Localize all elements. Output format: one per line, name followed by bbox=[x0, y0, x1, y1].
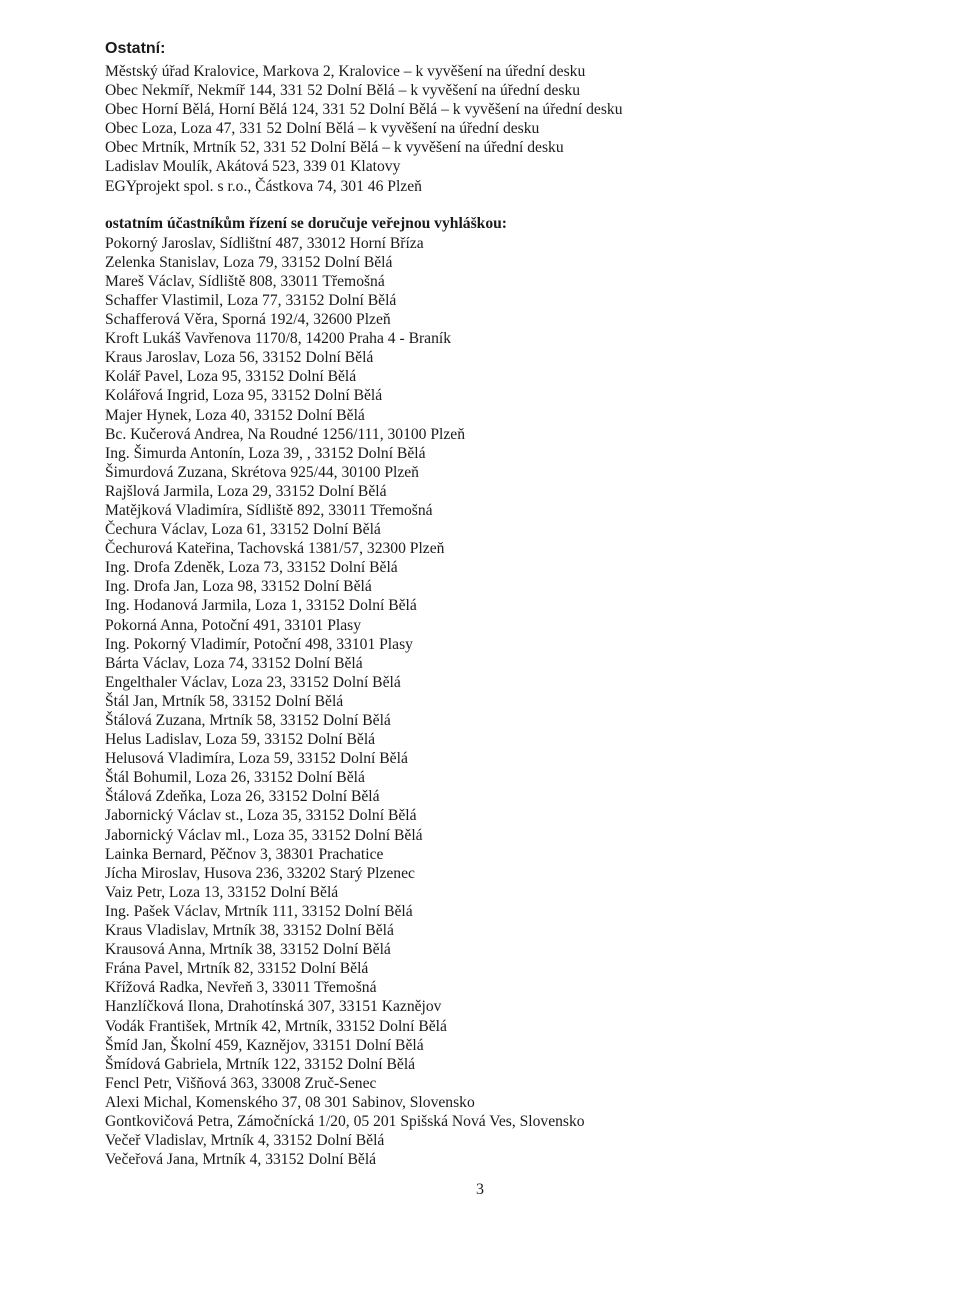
others-list bbox=[105, 62, 925, 196]
others-heading: Ostatní: bbox=[105, 40, 166, 57]
recipient-line: Obec Mrtník, Mrtník 52, 331 52 Dolní Bělá – k vyvěšení na úřední desku bbox=[105, 139, 564, 157]
participant-line: Ing. Hodanová Jarmila, Loza 1, 33152 Dolní Bělá bbox=[105, 597, 417, 615]
participant-line: Kraus Jaroslav, Loza 56, 33152 Dolní Bělá bbox=[105, 349, 374, 367]
recipient-line: Ladislav Moulík, Akátová 523, 339 01 Klatovy bbox=[105, 158, 401, 176]
document-page bbox=[105, 38, 925, 1169]
participant-line: Alexi Michal, Komenského 37, 08 301 Sabinov, Slovensko bbox=[105, 1093, 475, 1111]
participant-line: Štálová Zdeňka, Loza 26, 33152 Dolní Bělá bbox=[105, 788, 380, 806]
participant-line: Ing. Pokorný Vladimír, Potoční 498, 33101 Plasy bbox=[105, 635, 413, 653]
participant-line: Ing. Drofa Zdeněk, Loza 73, 33152 Dolní Bělá bbox=[105, 559, 398, 577]
page-number: 3 bbox=[476, 1181, 484, 1198]
participant-line: Šimurdová Zuzana, Skrétova 925/44, 30100 Plzeň bbox=[105, 463, 419, 481]
participant-line: Jabornický Václav st., Loza 35, 33152 Dolní Bělá bbox=[105, 807, 417, 825]
participant-line: Šmídová Gabriela, Mrtník 122, 33152 Dolní Bělá bbox=[105, 1055, 416, 1073]
participant-line: Štál Jan, Mrtník 58, 33152 Dolní Bělá bbox=[105, 692, 344, 710]
participant-line: Šmíd Jan, Školní 459, Kaznějov, 33151 Dolní Bělá bbox=[105, 1036, 424, 1054]
section-spacer bbox=[105, 196, 925, 213]
participant-line: Večeřová Jana, Mrtník 4, 33152 Dolní Bělá bbox=[105, 1151, 377, 1169]
participants-heading: ostatním účastníkům řízení se doručuje veřejnou vyhláškou: bbox=[105, 214, 507, 232]
recipient-line: Obec Nekmíř, Nekmíř 144, 331 52 Dolní Bělá – k vyvěšení na úřední desku bbox=[105, 82, 581, 100]
participant-line: Vodák František, Mrtník 42, Mrtník, 33152 Dolní Bělá bbox=[105, 1017, 447, 1035]
participant-line: Zelenka Stanislav, Loza 79, 33152 Dolní Bělá bbox=[105, 253, 393, 271]
participant-line: Štál Bohumil, Loza 26, 33152 Dolní Bělá bbox=[105, 769, 365, 787]
participant-line: Čechurová Kateřina, Tachovská 1381/57, 32300 Plzeň bbox=[105, 540, 445, 558]
participant-line: Rajšlová Jarmila, Loza 29, 33152 Dolní Bělá bbox=[105, 482, 387, 500]
participant-line: Frána Pavel, Mrtník 82, 33152 Dolní Bělá bbox=[105, 960, 369, 978]
participant-line: Kroft Lukáš Vavřenova 1170/8, 14200 Praha 4 - Braník bbox=[105, 330, 452, 348]
participant-line: Gontkovičová Petra, Zámočnícká 1/20, 05 201 Spišská Nová Ves, Slovensko bbox=[105, 1112, 585, 1130]
participant-line: Jícha Miroslav, Husova 236, 33202 Starý Plzenec bbox=[105, 864, 415, 882]
participant-line: Pokorná Anna, Potoční 491, 33101 Plasy bbox=[105, 616, 361, 634]
participant-line: Kolářová Ingrid, Loza 95, 33152 Dolní Bělá bbox=[105, 387, 383, 405]
recipient-line: EGYprojekt spol. s r.o., Částkova 74, 301 46 Plzeň bbox=[105, 177, 422, 195]
participant-line: Engelthaler Václav, Loza 23, 33152 Dolní Bělá bbox=[105, 673, 401, 691]
participant-line: Mareš Václav, Sídliště 808, 33011 Třemošná bbox=[105, 272, 385, 290]
recipient-line: Obec Loza, Loza 47, 331 52 Dolní Bělá – k vyvěšení na úřední desku bbox=[105, 120, 540, 138]
participant-line: Helus Ladislav, Loza 59, 33152 Dolní Bělá bbox=[105, 731, 376, 749]
participant-line: Štálová Zuzana, Mrtník 58, 33152 Dolní Bělá bbox=[105, 712, 391, 729]
participant-line: Ing. Šimurda Antonín, Loza 39, , 33152 Dolní Bělá bbox=[105, 444, 426, 462]
participant-line: Křížová Radka, Nevřeň 3, 33011 Třemošná bbox=[105, 979, 377, 997]
participant-line: Kraus Vladislav, Mrtník 38, 33152 Dolní Bělá bbox=[105, 922, 394, 940]
participant-line: Kolář Pavel, Loza 95, 33152 Dolní Bělá bbox=[105, 368, 357, 386]
participant-line: Majer Hynek, Loza 40, 33152 Dolní Bělá bbox=[105, 406, 365, 424]
recipient-line: Městský úřad Kralovice, Markova 2, Kralovice – k vyvěšení na úřední desku bbox=[105, 63, 586, 80]
participant-line: Jabornický Václav ml., Loza 35, 33152 Dolní Bělá bbox=[105, 826, 423, 844]
participant-line: Schaffer Vlastimil, Loza 77, 33152 Dolní Bělá bbox=[105, 291, 397, 309]
participant-line: Pokorný Jaroslav, Sídlištní 487, 33012 Horní Bříza bbox=[105, 234, 424, 252]
participants-list bbox=[105, 234, 925, 1170]
participant-line: Hanzlíčková Ilona, Drahotínská 307, 33151 Kaznějov bbox=[105, 998, 442, 1016]
participant-line: Bc. Kučerová Andrea, Na Roudné 1256/111, 30100 Plzeň bbox=[105, 425, 466, 443]
participant-line: Ing. Pašek Václav, Mrtník 111, 33152 Dolní Bělá bbox=[105, 902, 413, 920]
participant-line: Vaiz Petr, Loza 13, 33152 Dolní Bělá bbox=[105, 883, 339, 901]
participant-line: Schafferová Věra, Sporná 192/4, 32600 Plzeň bbox=[105, 311, 391, 329]
participant-line: Krausová Anna, Mrtník 38, 33152 Dolní Bělá bbox=[105, 941, 391, 959]
participant-line: Lainka Bernard, Pěčnov 3, 38301 Prachatice bbox=[105, 845, 384, 863]
participant-line: Ing. Drofa Jan, Loza 98, 33152 Dolní Bělá bbox=[105, 578, 372, 596]
participant-line: Večeř Vladislav, Mrtník 4, 33152 Dolní Bělá bbox=[105, 1132, 385, 1150]
participant-line: Čechura Václav, Loza 61, 33152 Dolní Bělá bbox=[105, 521, 381, 539]
participant-line: Matějková Vladimíra, Sídliště 892, 33011 Třemošná bbox=[105, 501, 433, 519]
recipient-line: Obec Horní Bělá, Horní Bělá 124, 331 52 Dolní Bělá – k vyvěšení na úřední desku bbox=[105, 101, 623, 119]
participant-line: Fencl Petr, Višňová 363, 33008 Zruč-Senec bbox=[105, 1074, 377, 1092]
participant-line: Helusová Vladimíra, Loza 59, 33152 Dolní Bělá bbox=[105, 750, 408, 768]
participant-line: Bárta Václav, Loza 74, 33152 Dolní Bělá bbox=[105, 654, 363, 672]
